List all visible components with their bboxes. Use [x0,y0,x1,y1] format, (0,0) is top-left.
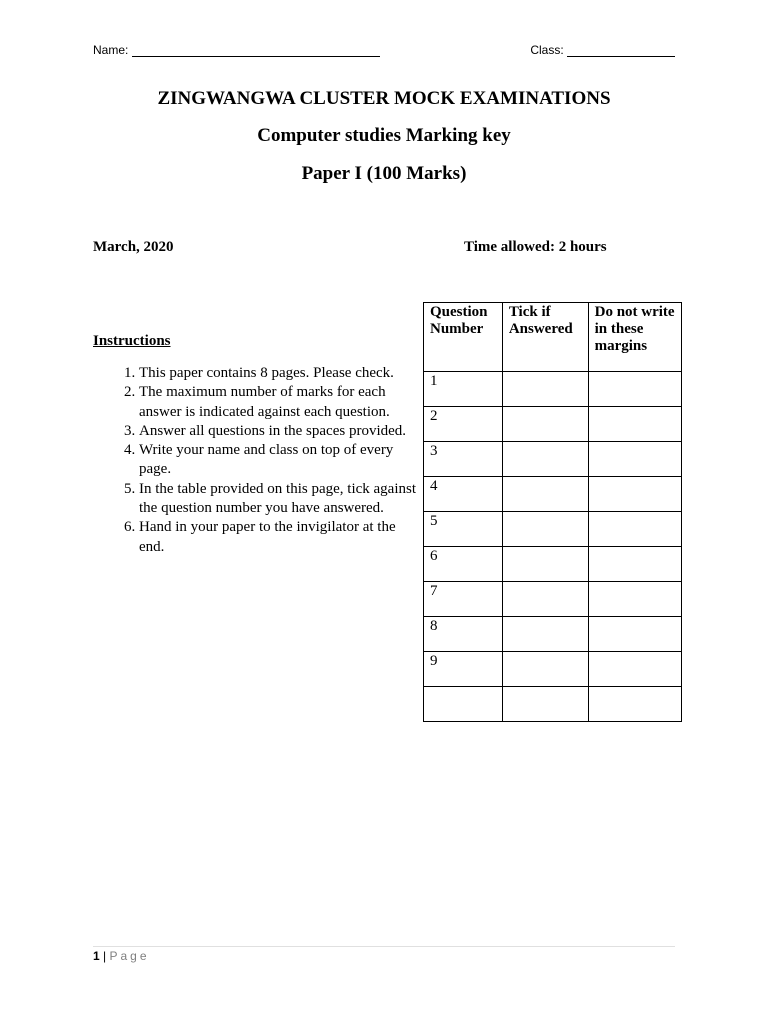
time-allowed: Time allowed: 2 hours [464,239,607,255]
header-margin: Do not write in these margins [588,303,681,372]
question-number-cell: 3 [424,442,503,477]
class-underline [567,42,675,57]
header-question-number: Question Number [424,303,503,372]
tick-cell [502,407,588,442]
question-number-cell: 8 [424,617,503,652]
tick-cell [502,477,588,512]
margin-cell [588,582,681,617]
table-row [424,687,682,722]
table-row [424,512,682,547]
page-number: 1 [93,949,100,963]
question-number-cell [424,687,503,722]
margin-cell [588,477,681,512]
instruction-item: 5. In the table provided on this page, tick against the question number you have answered. [139,480,419,519]
question-number-cell: 5 [424,512,503,547]
instructions-heading: Instructions [93,333,171,349]
name-field [93,42,380,57]
name-label: Name: [93,43,129,57]
page-label: Page [109,949,150,963]
table-row [424,582,682,617]
header-tick-if-answered: Tick if Answered [502,303,588,372]
margin-cell [588,372,681,407]
tick-cell [502,372,588,407]
instruction-item: 3. Answer all questions in the spaces provided. [139,422,419,441]
table-row [424,617,682,652]
class-field [530,42,675,57]
tick-cell [502,512,588,547]
name-underline [132,42,380,57]
table-row [424,652,682,687]
margin-cell [588,617,681,652]
margin-cell [588,442,681,477]
margin-cell [588,512,681,547]
question-number-cell: 7 [424,582,503,617]
instruction-item: 2. The maximum number of marks for each answer is indicated against each question. [139,383,419,422]
margin-cell [588,547,681,582]
tick-cell [502,582,588,617]
footer-divider [93,946,675,947]
question-number-cell: 9 [424,652,503,687]
footer-separator: | [103,949,107,963]
paper-title: Paper I (100 Marks) [301,163,467,184]
table-row [424,477,682,512]
question-number-cell: 4 [424,477,503,512]
margin-cell [588,652,681,687]
tick-cell [502,547,588,582]
instructions-list [93,364,419,557]
instruction-item: 1. This paper contains 8 pages. Please check. [139,364,419,383]
question-number-cell: 1 [424,372,503,407]
tick-cell [502,442,588,477]
page-footer [93,949,150,963]
table-row [424,372,682,407]
table-row [424,547,682,582]
margin-cell [588,687,681,722]
subject-title: Computer studies Marking key [257,125,511,146]
exam-date: March, 2020 [93,239,174,255]
margin-cell [588,407,681,442]
tick-cell [502,652,588,687]
tick-cell [502,617,588,652]
question-tracking-table [423,302,682,722]
instruction-item: 6. Hand in your paper to the invigilator at the end. [139,518,419,557]
table-row [424,442,682,477]
class-label: Class: [530,43,564,57]
table-header-row [424,303,682,372]
instruction-item: 4. Write your name and class on top of every page. [139,441,419,480]
table-row [424,407,682,442]
question-number-cell: 2 [424,407,503,442]
header-row [93,42,675,60]
question-number-cell: 6 [424,547,503,582]
tick-cell [502,687,588,722]
exam-title: ZINGWANGWA CLUSTER MOCK EXAMINATIONS [157,88,611,109]
